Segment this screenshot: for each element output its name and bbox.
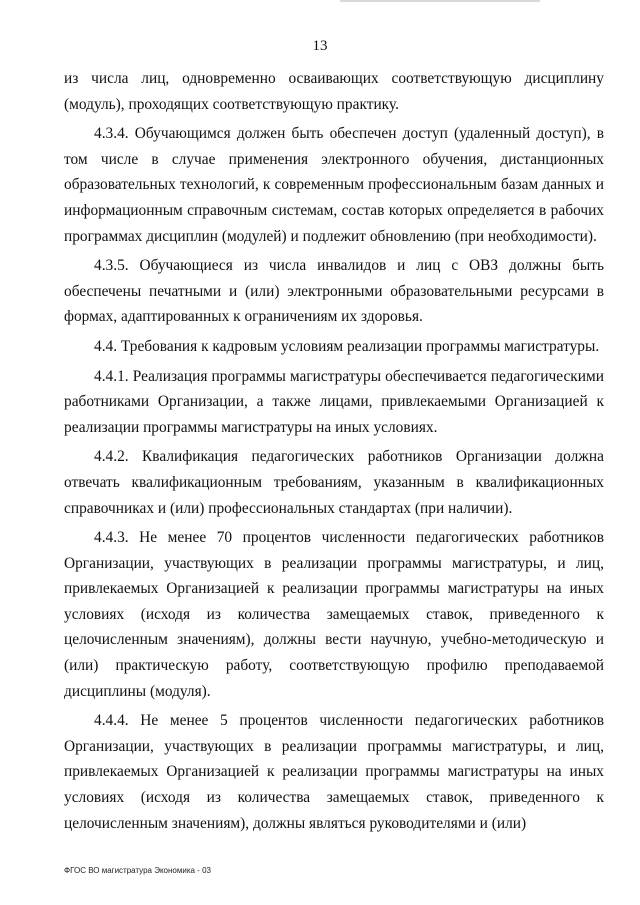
- paragraph-continuation: из числа лиц, одновременно осваивающих соответствующую дисциплину (модуль), проходящих соответствующую практику.: [64, 70, 604, 113]
- paragraph-4-3-5: 4.3.5. Обучающиеся из числа инвалидов и лиц с ОВЗ должны быть обеспечены печатными и (или) электронными образовательными ресурсами в формах, адаптированных к ограничениям их здоровья.: [64, 257, 604, 326]
- page-footer: ФГОС ВО магистратура Экономика - 03: [64, 866, 211, 875]
- paragraph-4-4-1: 4.4.1. Реализация программы магистратуры обеспечивается педагогическими работниками Организации, а также лицами, привлекаемыми Организацией к реализации программы магистратуры на иных условиях.: [64, 367, 604, 436]
- paragraph-4-4-4: 4.4.4. Не менее 5 процентов численности педагогических работников Организации, участвующих в реализации программы магистратуры, и лиц, привлекаемых Организацией к реализации программы магистратуры на иных условиях (исходя из количества замещаемых ставок, приведенного к целочисленным значениям), должны являться руководителями и (или): [64, 712, 604, 832]
- paragraph-4-4-2: 4.4.2. Квалификация педагогических работников Организации должна отвечать квалификационным требованиям, указанным в квалификационных справочниках и (или) профессиональных стандартах (при наличии).: [64, 448, 604, 517]
- paragraph-4-4: 4.4. Требования к кадровым условиям реализации программы магистратуры.: [94, 337, 600, 355]
- document-body: [64, 66, 604, 840]
- page-number: 13: [312, 38, 328, 54]
- scan-top-edge: [340, 0, 540, 2]
- paragraph-4-4-3: 4.4.3. Не менее 70 процентов численности педагогических работников Организации, участвующих в реализации программы магистратуры, и лиц, привлекаемых Организацией к реализации программы магистратуры на иных условиях (исходя из количества замещаемых ставок, приведенного к целочисленным значениям), должны вести научную, учебно-методическую и (или) практическую работу, соответствующую профилю преподаваемой дисциплины (модуля).: [64, 529, 604, 700]
- paragraph-4-3-4: 4.3.4. Обучающимся должен быть обеспечен доступ (удаленный доступ), в том числе в случае применения электронного обучения, дистанционных образовательных технологий, к современным профессиональным базам данных и информационным справочным системам, состав которых определяется в рабочих программах дисциплин (модулей) и подлежит обновлению (при необходимости).: [64, 125, 604, 245]
